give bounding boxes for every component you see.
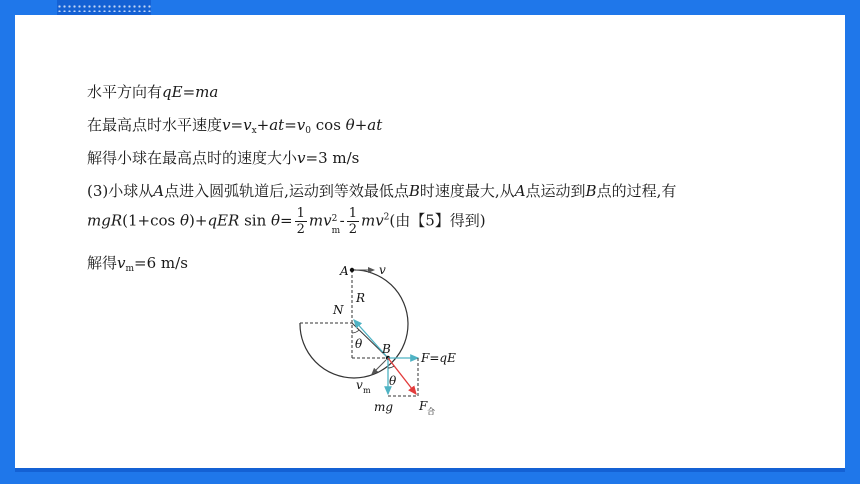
numerator: 1 bbox=[348, 206, 357, 221]
label-f-net-sub: 合 bbox=[427, 407, 435, 416]
text: 在最高点时水平速度 bbox=[87, 116, 223, 134]
text: sin bbox=[239, 211, 272, 230]
var: v bbox=[297, 149, 306, 167]
angle-arc-b bbox=[388, 366, 394, 368]
footer-bar bbox=[15, 468, 845, 472]
label-r: R bbox=[356, 291, 366, 305]
superscript: 2 bbox=[383, 212, 390, 223]
label-b: B bbox=[382, 342, 391, 356]
text: (3)小球从 bbox=[87, 182, 154, 200]
point-a bbox=[350, 268, 354, 272]
subscript: m bbox=[331, 225, 341, 236]
text: =6 m/s bbox=[134, 254, 188, 272]
angle-arc-center bbox=[352, 330, 359, 333]
text: 点进入圆弧轨道后,运动到等效最低点 bbox=[164, 182, 409, 200]
numerator: 1 bbox=[296, 206, 305, 221]
text: = bbox=[284, 116, 297, 134]
text: + bbox=[354, 116, 368, 134]
track-arc bbox=[300, 270, 408, 378]
label-theta-b: θ bbox=[389, 374, 397, 388]
var: qE bbox=[162, 83, 183, 101]
var: v bbox=[117, 254, 126, 272]
label-n: N bbox=[333, 303, 344, 317]
fraction-half bbox=[295, 206, 307, 237]
fraction-half bbox=[347, 206, 359, 237]
text: = bbox=[230, 116, 244, 134]
var: B bbox=[408, 182, 420, 200]
text: = bbox=[280, 211, 293, 230]
text: 点的过程,有 bbox=[596, 182, 677, 200]
solution-line-4 bbox=[87, 180, 676, 201]
text: )+ bbox=[189, 211, 208, 230]
text: 解得 bbox=[87, 254, 118, 272]
subscript: x bbox=[251, 126, 257, 136]
text: = bbox=[182, 83, 196, 101]
circular-track-diagram bbox=[288, 258, 508, 426]
var: θ bbox=[345, 116, 355, 134]
label-v: v bbox=[379, 263, 386, 277]
subscript: m bbox=[125, 264, 135, 274]
label-theta-center: θ bbox=[355, 337, 363, 351]
text: 时速度最大,从 bbox=[419, 182, 515, 200]
var: B bbox=[585, 182, 597, 200]
text: + bbox=[256, 116, 270, 134]
label-vm-sub: m bbox=[363, 386, 371, 395]
label-vm: v bbox=[356, 378, 363, 392]
label-mg: mg bbox=[374, 400, 394, 414]
var: ma bbox=[195, 83, 219, 101]
var: at bbox=[367, 116, 383, 134]
solution-line-2 bbox=[87, 114, 382, 136]
label-f-net: F bbox=[419, 399, 428, 413]
text: (由【5】得到) bbox=[389, 211, 486, 230]
label-f-qe: F=qE bbox=[421, 351, 456, 365]
subscript: 0 bbox=[305, 126, 311, 136]
var: θ bbox=[271, 211, 281, 230]
text: cos bbox=[311, 116, 346, 134]
text: (1+cos bbox=[122, 211, 180, 230]
text: =3 m/s bbox=[305, 149, 360, 167]
solution-line-3 bbox=[87, 147, 359, 168]
solution-line-1 bbox=[87, 81, 218, 102]
solution-line-6 bbox=[87, 252, 188, 274]
superscript: 2 bbox=[331, 213, 338, 224]
var: v bbox=[296, 116, 306, 134]
var: mv bbox=[308, 211, 332, 230]
var: θ bbox=[180, 211, 190, 230]
denominator: 2 bbox=[348, 222, 357, 237]
var: A bbox=[514, 182, 526, 200]
label-a: A bbox=[340, 264, 349, 278]
var: at bbox=[269, 116, 285, 134]
dot-pattern bbox=[57, 4, 151, 12]
var: v bbox=[243, 116, 252, 134]
solution-line-5 bbox=[87, 206, 486, 237]
var: mv bbox=[360, 211, 384, 230]
var: qER bbox=[207, 211, 240, 230]
text: - bbox=[339, 211, 345, 230]
denominator: 2 bbox=[296, 222, 305, 237]
header-tab bbox=[57, 0, 151, 15]
text: 水平方向有 bbox=[87, 83, 163, 101]
var: A bbox=[153, 182, 165, 200]
var: mgR bbox=[87, 211, 123, 230]
var: v bbox=[222, 116, 231, 134]
text: 点运动到 bbox=[525, 182, 586, 200]
text: 解得小球在最高点时的速度大小 bbox=[87, 149, 298, 167]
